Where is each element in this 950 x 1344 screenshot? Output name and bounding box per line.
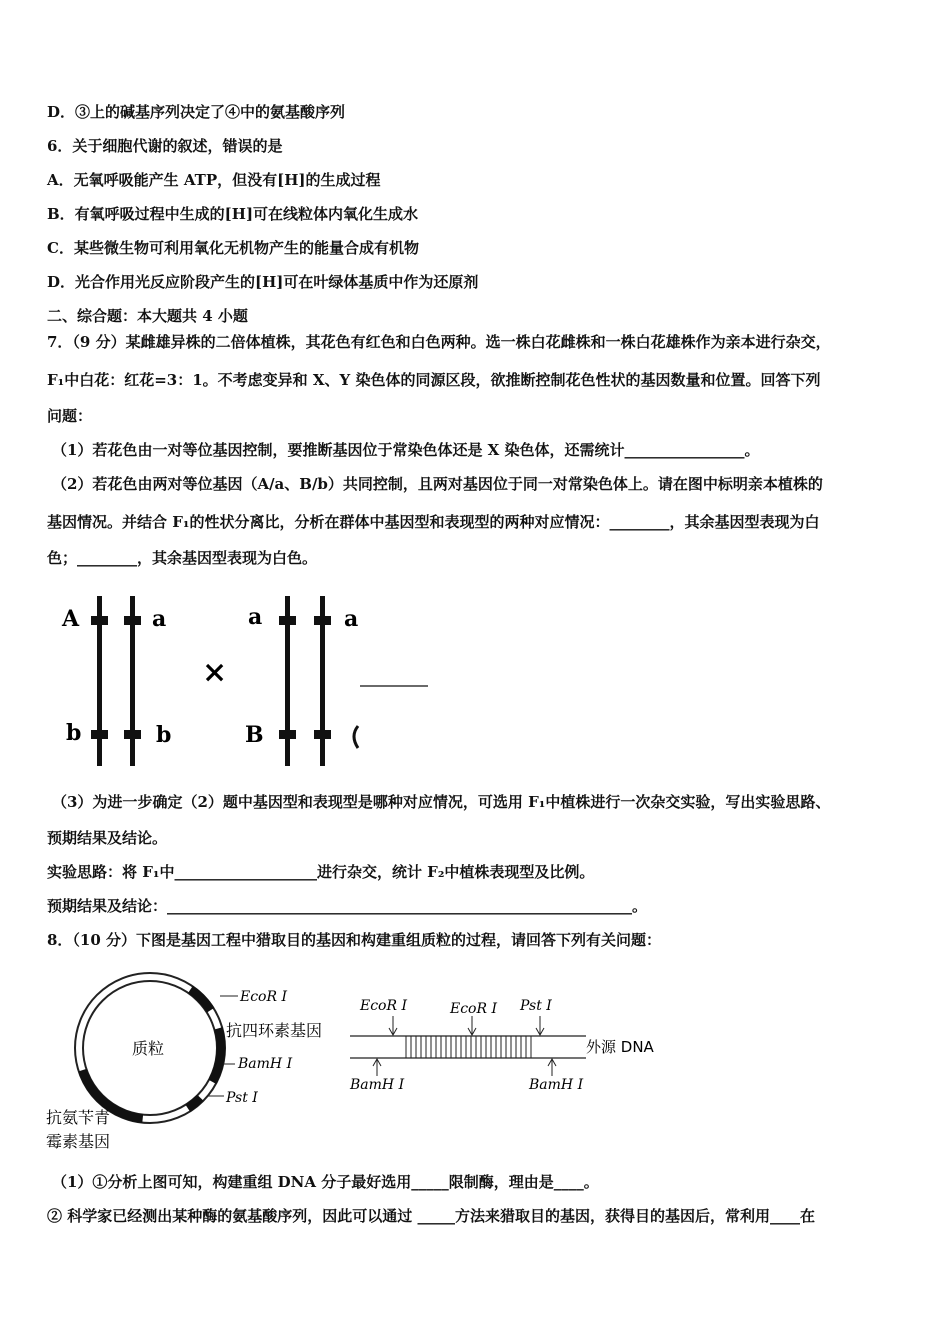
- left-top-inner-label: a: [152, 606, 167, 632]
- question-7-line2: F₁中白花：红花=3：1。不考虑变异和 X、Y 染色体的同源区段，欲推断控制花色性状的基因数量和位置。回答下列: [47, 371, 821, 389]
- q7-part3-line2: 预期结果及结论。: [47, 829, 168, 847]
- dna-psti-label: Pst Ⅰ: [520, 998, 552, 1014]
- q7-part3-line3: 实验思路：将 F₁中___________________进行杂交，统计 F₂中植株表现型及比例。: [47, 863, 595, 881]
- left-bottom-outer-label: b: [66, 720, 82, 746]
- amp-resistance-label-2: 霉素基因: [46, 1132, 111, 1151]
- foreign-dna-label: 外源 DNA: [586, 1038, 654, 1056]
- q7-part1: （1）若花色由一对等位基因控制，要推断基因位于常染色体还是 X 染色体，还需统计________________。: [52, 441, 760, 459]
- q6-option-b: B．有氧呼吸过程中生成的[H]可在线粒体内氧化生成水: [47, 205, 419, 223]
- question-7-line3: 问题：: [47, 407, 93, 425]
- plasmid-bamhi-label: BamH Ⅰ: [238, 1056, 293, 1072]
- q7-part3-line1: （3）为进一步确定（2）题中基因型和表现型是哪种对应情况，可选用 F₁中植株进行一次杂交实验，写出实验思路、: [52, 793, 831, 811]
- tet-resistance-label: 抗四环素基因: [226, 1021, 323, 1040]
- q7-part2-line2: 基因情况。并结合 F₁的性状分离比，分析在群体中基因型和表现型的两种对应情况：________，其余基因型表现为白: [47, 513, 820, 531]
- question-6: 6．关于细胞代谢的叙述，错误的是: [47, 137, 283, 155]
- dna-ecori-label-2: EcoR Ⅰ: [450, 1001, 498, 1017]
- q7-part2-line1: （2）若花色由两对等位基因（A/a、B/b）共同控制，且两对基因位于同一对常染色体上。请在图中标明亲本植株的: [52, 475, 823, 493]
- q7-part2-line3: 色；________，其余基因型表现为白色。: [47, 549, 318, 567]
- dna-ecori-label-1: EcoR Ⅰ: [360, 998, 408, 1014]
- q6-option-a: A．无氧呼吸能产生 ATP，但没有[H]的生成过程: [47, 171, 381, 189]
- right-top-outer-label: a: [248, 604, 263, 630]
- plasmid-label: 质粒: [132, 1039, 165, 1058]
- right-bottom-outer-label: B: [245, 722, 264, 748]
- left-bottom-inner-label: b: [156, 722, 172, 748]
- left-top-outer-label: A: [62, 606, 80, 632]
- plasmid-ecori-label: EcoR Ⅰ: [240, 989, 288, 1005]
- plasmid-psti-label: Pst Ⅰ: [226, 1090, 258, 1106]
- chromosome-cross-figure: [58, 590, 438, 770]
- cross-symbol: ×: [202, 655, 228, 690]
- q6-option-c: C．某些微生物可利用氧化无机物产生的能量合成有机物: [47, 239, 419, 257]
- q8-part1: （1）①分析上图可知，构建重组 DNA 分子最好选用_____限制酶，理由是____。: [52, 1173, 599, 1191]
- line-q5-option-d: D．③上的碱基序列决定了④中的氨基酸序列: [47, 103, 346, 121]
- question-7-line1: 7．（9 分）某雌雄异株的二倍体植株，其花色有红色和白色两种。选一株白花雌株和一株白花雄株作为亲本进行杂交，: [47, 333, 831, 351]
- section-2-heading: 二、综合题：本大题共 4 小题: [47, 307, 248, 325]
- q8-part2: ② 科学家已经测出某种酶的氨基酸序列，因此可以通过 _____方法来猎取目的基因，获得目的基因后，常利用____在: [47, 1207, 815, 1225]
- q6-option-d: D．光合作用光反应阶段产生的[H]可在叶绿体基质中作为还原剂: [47, 273, 479, 291]
- dna-bamhi-label-2: BamH Ⅰ: [529, 1077, 584, 1093]
- dna-bamhi-label-1: BamH Ⅰ: [350, 1077, 405, 1093]
- question-8: 8．（10 分）下图是基因工程中猎取目的基因和构建重组质粒的过程，请回答下列有关问题：: [47, 931, 662, 949]
- right-top-inner-label: a: [344, 606, 359, 632]
- q7-part3-line4: 预期结果及结论：______________________________________________________________。: [47, 897, 648, 915]
- plasmid-dna-figure: [40, 968, 680, 1158]
- amp-resistance-label-1: 抗氨苄青: [46, 1108, 111, 1127]
